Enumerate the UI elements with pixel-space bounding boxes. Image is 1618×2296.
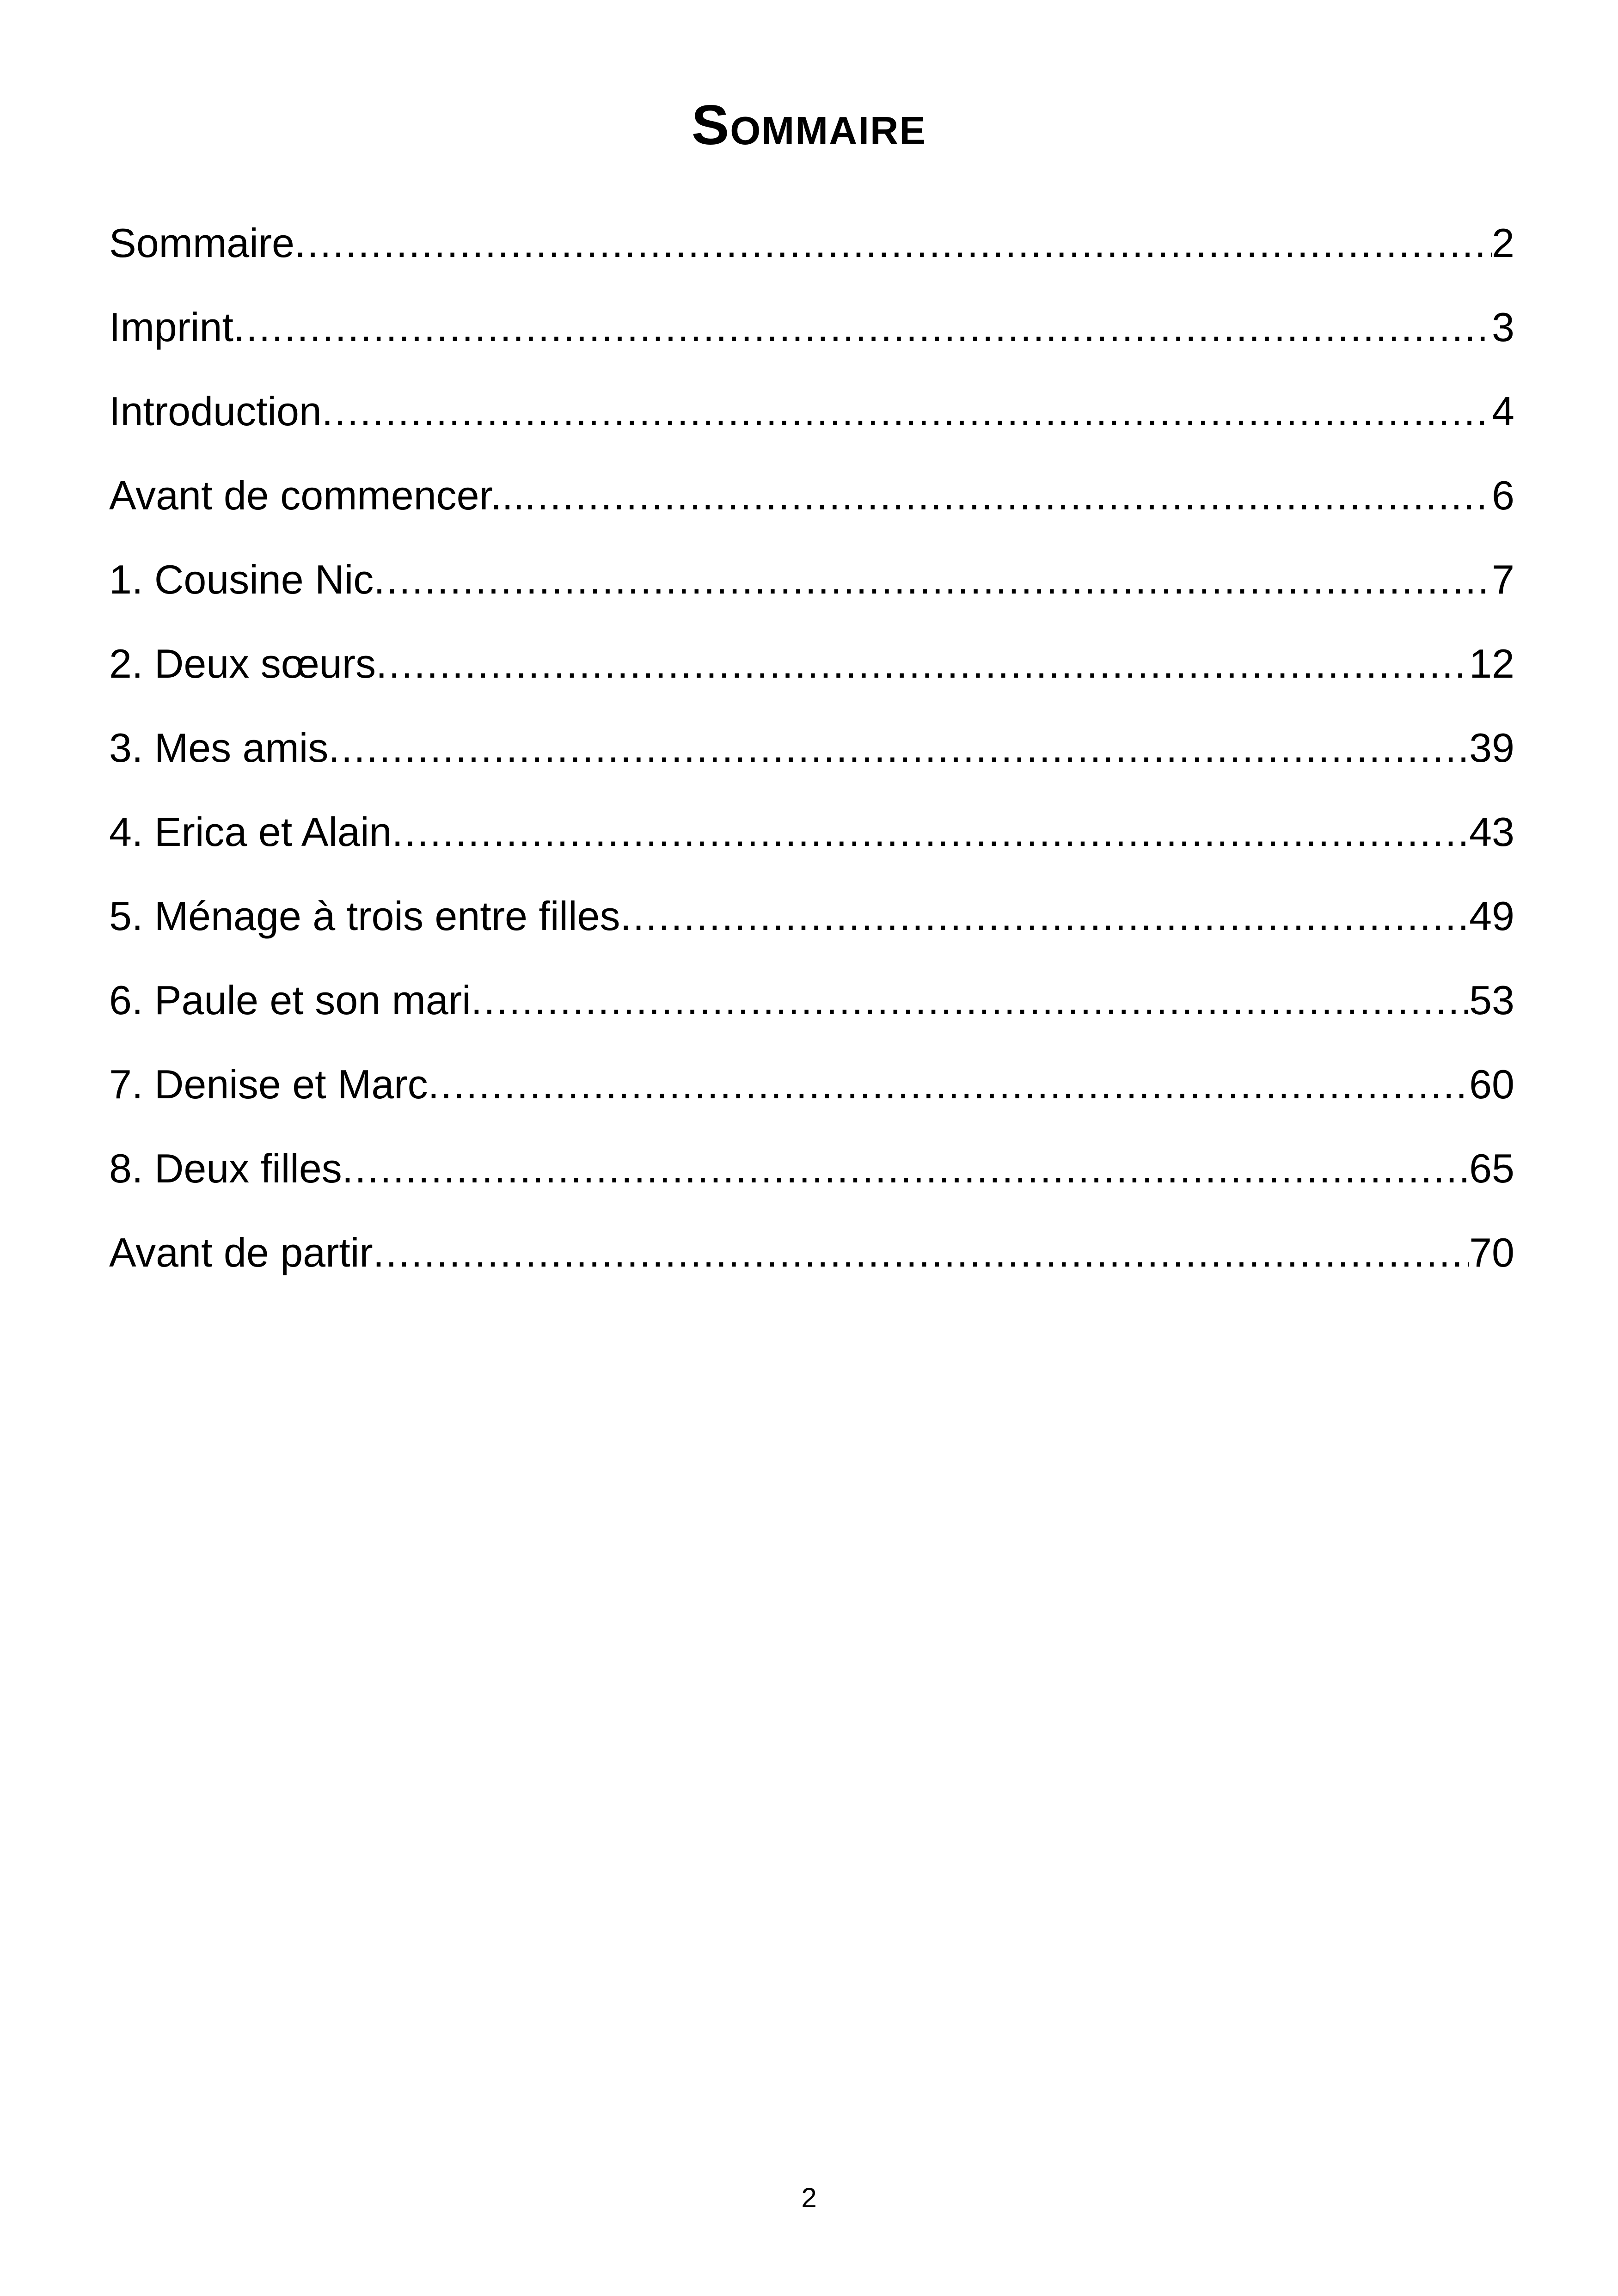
toc-entry-label: Avant de partir xyxy=(109,1230,373,1275)
toc-entry-page: 70 xyxy=(1469,1230,1514,1275)
toc-entry[interactable] xyxy=(109,790,1514,874)
toc-entry[interactable] xyxy=(109,369,1514,453)
page-number: 2 xyxy=(801,2182,817,2213)
toc-dot-leader xyxy=(373,1211,1469,1295)
toc-entry[interactable] xyxy=(109,1127,1514,1211)
toc-entry[interactable] xyxy=(109,1042,1514,1127)
toc-dot-leader xyxy=(322,369,1492,453)
toc-entry-label: Sommaire xyxy=(109,220,294,266)
toc-entry-label: 4. Erica et Alain xyxy=(109,809,392,855)
toc-entry-page: 2 xyxy=(1492,220,1514,266)
toc-entry-page: 6 xyxy=(1492,472,1514,518)
toc-entry-page: 12 xyxy=(1469,641,1514,686)
toc-entry-page: 43 xyxy=(1469,809,1514,855)
toc-dot-leader xyxy=(342,1127,1469,1211)
toc-entry-label: 3. Mes amis xyxy=(109,725,329,771)
toc-entry-page: 60 xyxy=(1469,1061,1514,1107)
toc-entry-label: Avant de commencer... xyxy=(109,472,525,518)
toc-entry-page: 4 xyxy=(1492,388,1514,434)
toc-entry-page: 7 xyxy=(1492,557,1514,602)
toc-dot-leader xyxy=(471,958,1469,1042)
toc-entry[interactable] xyxy=(109,285,1514,369)
toc-dot-leader xyxy=(233,285,1492,369)
toc-entry-label: 5. Ménage à trois entre filles xyxy=(109,893,620,939)
toc-entry[interactable] xyxy=(109,874,1514,958)
table-of-contents xyxy=(109,201,1514,1295)
toc-entry-page: 65 xyxy=(1469,1145,1514,1191)
toc-entry-label: Imprint xyxy=(109,304,233,350)
toc-entry-page: 3 xyxy=(1492,304,1514,350)
toc-entry[interactable] xyxy=(109,706,1514,790)
toc-entry[interactable] xyxy=(109,538,1514,622)
toc-dot-leader xyxy=(428,1042,1470,1127)
toc-dot-leader xyxy=(294,201,1492,285)
toc-dot-leader xyxy=(328,706,1469,790)
toc-entry-label: 1. Cousine Nic xyxy=(109,557,374,602)
toc-entry-page: 49 xyxy=(1469,893,1514,939)
toc-entry-label: Introduction xyxy=(109,388,322,434)
toc-dot-leader xyxy=(620,874,1469,958)
toc-dot-leader xyxy=(374,538,1492,622)
toc-entry-page: 39 xyxy=(1469,725,1514,771)
toc-entry-page: 53 xyxy=(1469,977,1514,1023)
toc-entry[interactable] xyxy=(109,958,1514,1042)
toc-dot-leader xyxy=(376,622,1469,706)
toc-dot-leader xyxy=(524,453,1492,538)
toc-entry-label: 6. Paule et son mari xyxy=(109,977,471,1023)
toc-entry-label: 2. Deux sœurs xyxy=(109,641,376,686)
toc-entry-label: 7. Denise et Marc xyxy=(109,1061,428,1107)
toc-entry[interactable] xyxy=(109,201,1514,285)
toc-entry[interactable] xyxy=(109,453,1514,538)
toc-entry-label: 8. Deux filles xyxy=(109,1145,342,1191)
toc-dot-leader xyxy=(392,790,1469,874)
toc-entry[interactable] xyxy=(109,1211,1514,1295)
page-title: Sommaire xyxy=(691,93,927,156)
toc-entry[interactable] xyxy=(109,622,1514,706)
